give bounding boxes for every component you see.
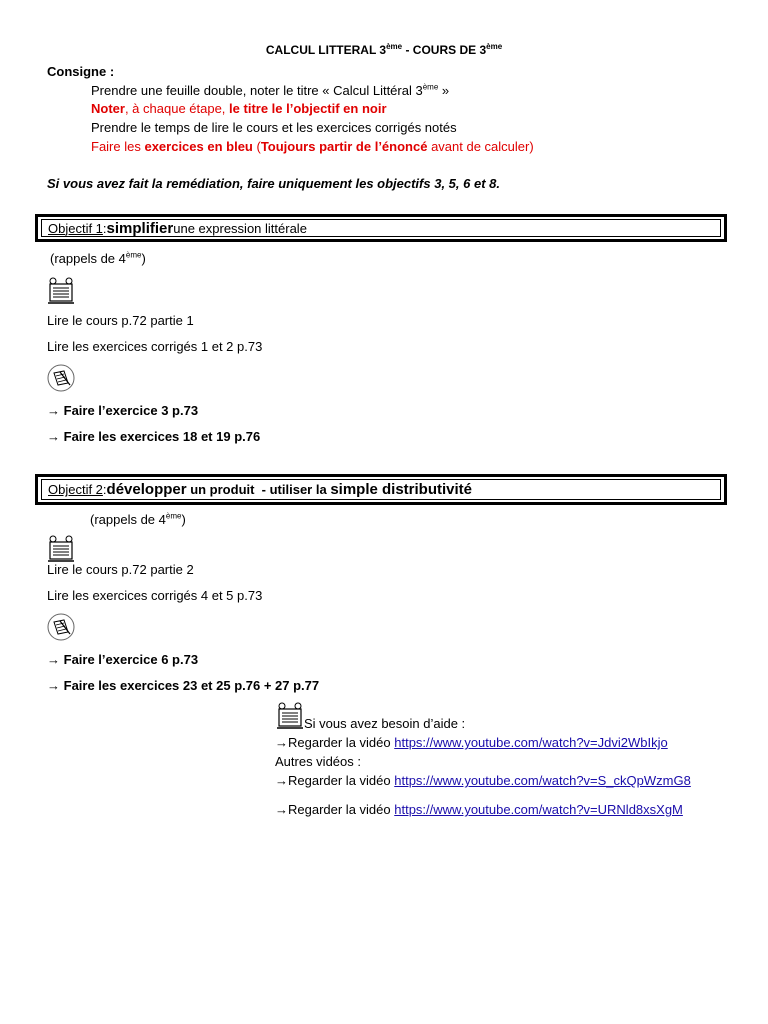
objectif-1-verb: simplifier <box>106 219 174 237</box>
objectif-2-verb: développer <box>106 481 187 498</box>
video-link-2[interactable]: https://www.youtube.com/watch?v=S_ckQpWzmG8 <box>394 773 691 788</box>
video-link-1[interactable]: https://www.youtube.com/watch?v=Jdvi2WbIkjo <box>394 735 668 750</box>
consigne-label: Consigne : <box>47 64 115 79</box>
objectif-1-corriges: Lire les exercices corrigés 1 et 2 p.73 <box>47 339 263 354</box>
objectif-2-colon: : <box>102 482 107 497</box>
arrow-icon: → <box>47 678 60 693</box>
exercise-icon <box>46 363 76 391</box>
objectif-2-exercise-1: → Faire l’exercice 6 p.73 <box>47 652 199 667</box>
objectif-1-rappel: (rappels de 4ème) <box>50 250 146 266</box>
objectif-2-header <box>35 474 727 505</box>
objectif-2-exercise-2: → Faire les exercices 23 et 25 p.76 + 27 p.77 <box>47 678 320 693</box>
help-intro: Si vous avez besoin d’aide : <box>304 716 466 731</box>
video-line-2: →Regarder la vidéo https://www.youtube.com/watch?v=S_ckQpWzmG8 <box>275 773 691 788</box>
remediation-note: Si vous avez fait la remédiation, faire uniquement les objectifs 3, 5, 6 et 8. <box>47 176 500 191</box>
objectif-2-cours: Lire le cours p.72 partie 2 <box>47 562 194 577</box>
objectif-1-colon: : <box>102 220 107 236</box>
consigne-line-1: Prendre une feuille double, noter le titre « Calcul Littéral 3ème » <box>91 82 450 98</box>
objectif-1-label: Objectif 1 <box>48 220 103 236</box>
video-link-3[interactable]: https://www.youtube.com/watch?v=URNld8xsXgM <box>394 802 683 817</box>
autres-videos-label: Autres vidéos : <box>275 754 361 769</box>
video-line-3: →Regarder la vidéo https://www.youtube.com/watch?v=URNld8xsXgM <box>275 802 683 817</box>
objectif-1-exercise-1: → Faire l’exercice 3 p.73 <box>47 403 199 418</box>
book-icon <box>46 535 76 563</box>
objectif-1-exercise-2: → Faire les exercices 18 et 19 p.76 <box>47 429 261 444</box>
consigne-line-3: Prendre le temps de lire le cours et les exercices corrigés notés <box>91 120 457 135</box>
objectif-1-header <box>35 214 727 242</box>
arrow-icon: → <box>47 403 60 418</box>
objectif-2-label: Objectif 2 <box>48 482 103 497</box>
book-icon <box>46 277 76 305</box>
exercise-icon <box>46 612 76 640</box>
book-icon <box>275 702 305 730</box>
objectif-2-rappel: (rappels de 4ème) <box>90 511 186 527</box>
page-title: CALCUL LITTERAL 3ème - COURS DE 3ème <box>265 42 503 57</box>
arrow-icon: → <box>47 429 60 444</box>
video-line-1: →Regarder la vidéo https://www.youtube.com/watch?v=Jdvi2WbIkjo <box>275 735 668 750</box>
arrow-icon: → <box>47 652 60 667</box>
objectif-2-term: simple distributivité <box>330 481 473 498</box>
consigne-line-2: Noter, à chaque étape, le titre le l’objectif en noir <box>91 101 387 116</box>
consigne-line-4: Faire les exercices en bleu (Toujours partir de l’énoncé avant de calculer) <box>91 139 534 154</box>
objectif-1-cours: Lire le cours p.72 partie 1 <box>47 313 194 328</box>
objectif-2-mid: un produit - utiliser la <box>186 482 331 497</box>
objectif-2-corriges: Lire les exercices corrigés 4 et 5 p.73 <box>47 588 263 603</box>
objectif-1-rest: une expression littérale <box>173 220 307 236</box>
